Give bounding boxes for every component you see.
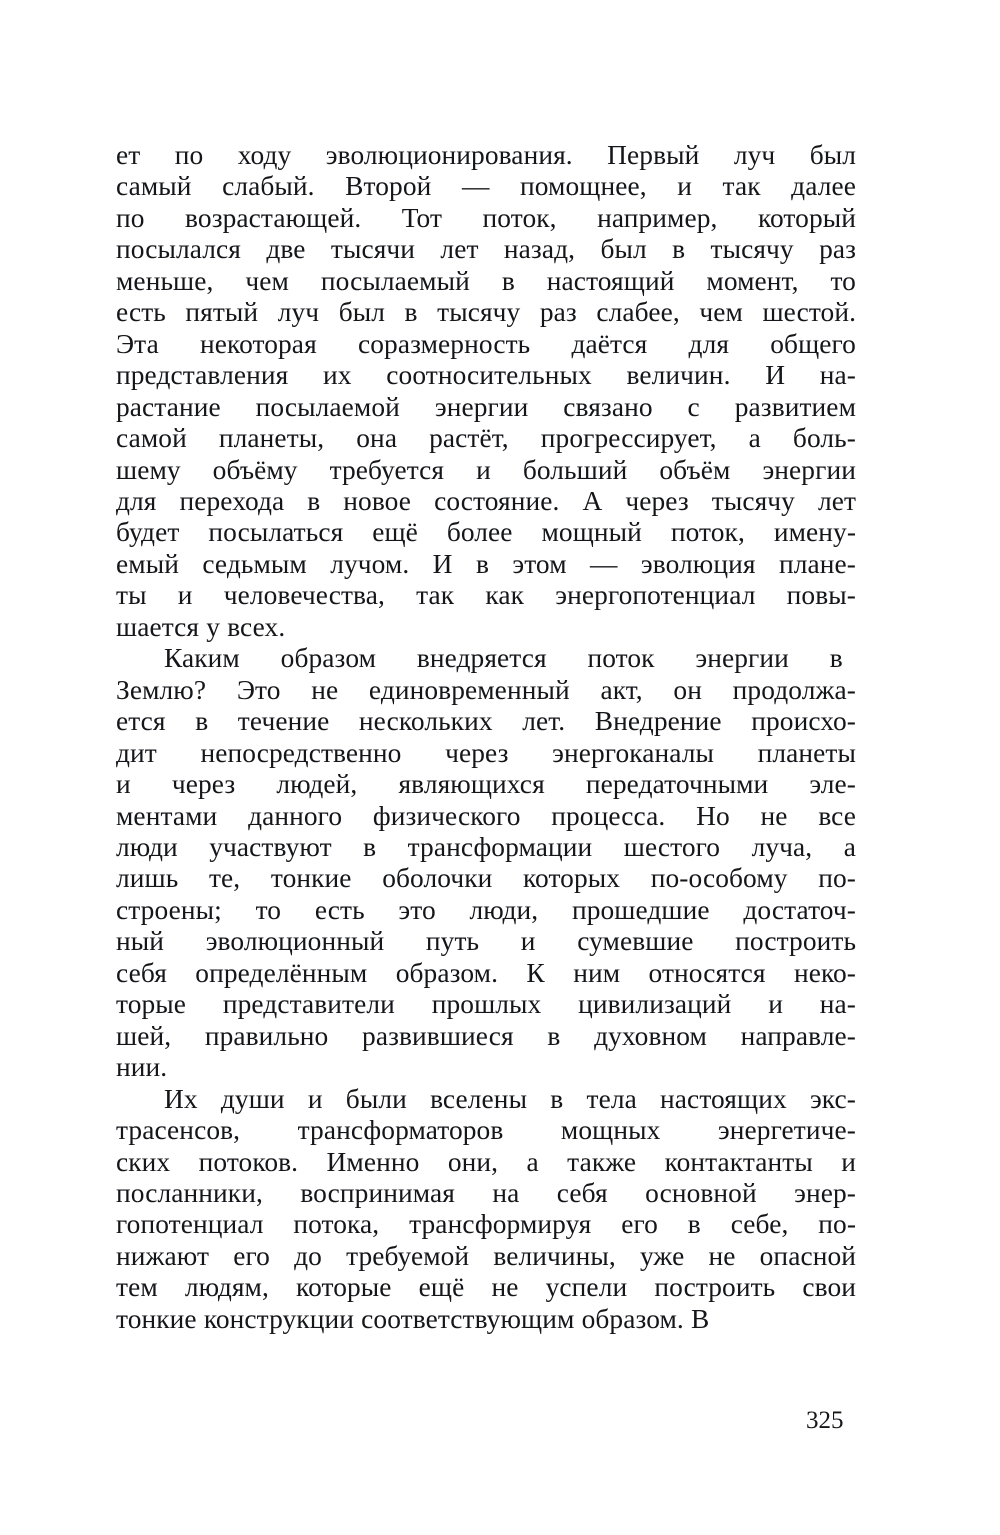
text-line: Землю? Это не единовременный акт, он продолжа- [116,674,856,705]
text-line: ментами данного физического процесса. Но не все [116,800,857,831]
text-line: торые представители прошлых цивилизаций и на- [116,989,857,1020]
text-line: шей, правильно развившиеся в духовном направле- [116,1020,857,1051]
text-line: и через людей, являющихся передаточными эле- [116,769,856,800]
text-line: растание посылаемой энергии связано с развитием [116,391,857,422]
text-line: есть пятый луч был в тысячу раз слабее, чем шестой. [116,297,857,328]
paragraph-3 [116,1084,856,1336]
text-line: ских потоков. Именно они, а также контактанты и [116,1146,857,1177]
text-line: для перехода в новое состояние. А через тысячу лет [116,485,857,516]
text-line: шается у всех. [116,611,286,642]
text-line: ет по ходу эволюционирования. Первый луч был [116,140,856,170]
text-line: люди участвуют в трансформации шестого луча, а [116,831,856,862]
text-line: посланники, воспринимая на себя основной энер- [116,1177,857,1208]
text-line: по возрастающей. Тот поток, например, который [116,202,856,233]
text-line: дит непосредственно через энергоканалы планеты [116,737,856,768]
text-line: шему объёму требуется и больший объём энергии [116,454,856,485]
text-line: тем людям, которые ещё не успели построить свои [116,1272,857,1303]
text-line: будет посылаться ещё более мощный поток, имену- [116,517,857,548]
text-line: Их души и были вселены в тела настоящих экс- [164,1083,856,1114]
page-number: 325 [806,1407,844,1434]
text-line: представления их соотносительных величин. И на- [116,360,857,391]
text-line: ты и человечества, так как энергопотенциал повы- [116,580,856,611]
text-line: Эта некоторая соразмерность даётся для общего [116,328,856,359]
page-text-block [116,140,856,1335]
paragraph-2 [116,643,856,1083]
text-line: ный эволюционный путь и сумевшие построить [116,926,857,957]
text-line: трасенсов, трансформаторов мощных энергетиче- [116,1115,856,1146]
text-line: строены; то есть это люди, прошедшие достаточ- [116,894,856,925]
text-line: тонкие конструкции соответствующим образом. В [116,1303,710,1334]
text-line: самой планеты, она растёт, прогрессирует, а боль- [116,423,856,454]
text-line: себя определённым образом. К ним относятся неко- [116,957,857,988]
text-line: меньше, чем посылаемый в настоящий момент, то [116,265,856,296]
text-line: нижают его до требуемой величины, уже не опасной [116,1240,857,1271]
text-line: нии. [116,1052,168,1083]
text-line: ется в течение нескольких лет. Внедрение происхо- [116,706,856,737]
text-line: емый седьмым лучом. И в этом — эволюция плане- [116,548,856,579]
paragraph-1 [116,140,856,643]
text-line: гопотенциал потока, трансформируя его в себе, по- [116,1209,857,1240]
text-line: посылался две тысячи лет назад, был в тысячу раз [116,234,857,265]
text-line: Каким образом внедряется поток энергии в [164,643,843,674]
text-line: самый слабый. Второй — помощнее, и так далее [116,171,856,202]
text-line: лишь те, тонкие оболочки которых по-особому по- [116,863,856,894]
